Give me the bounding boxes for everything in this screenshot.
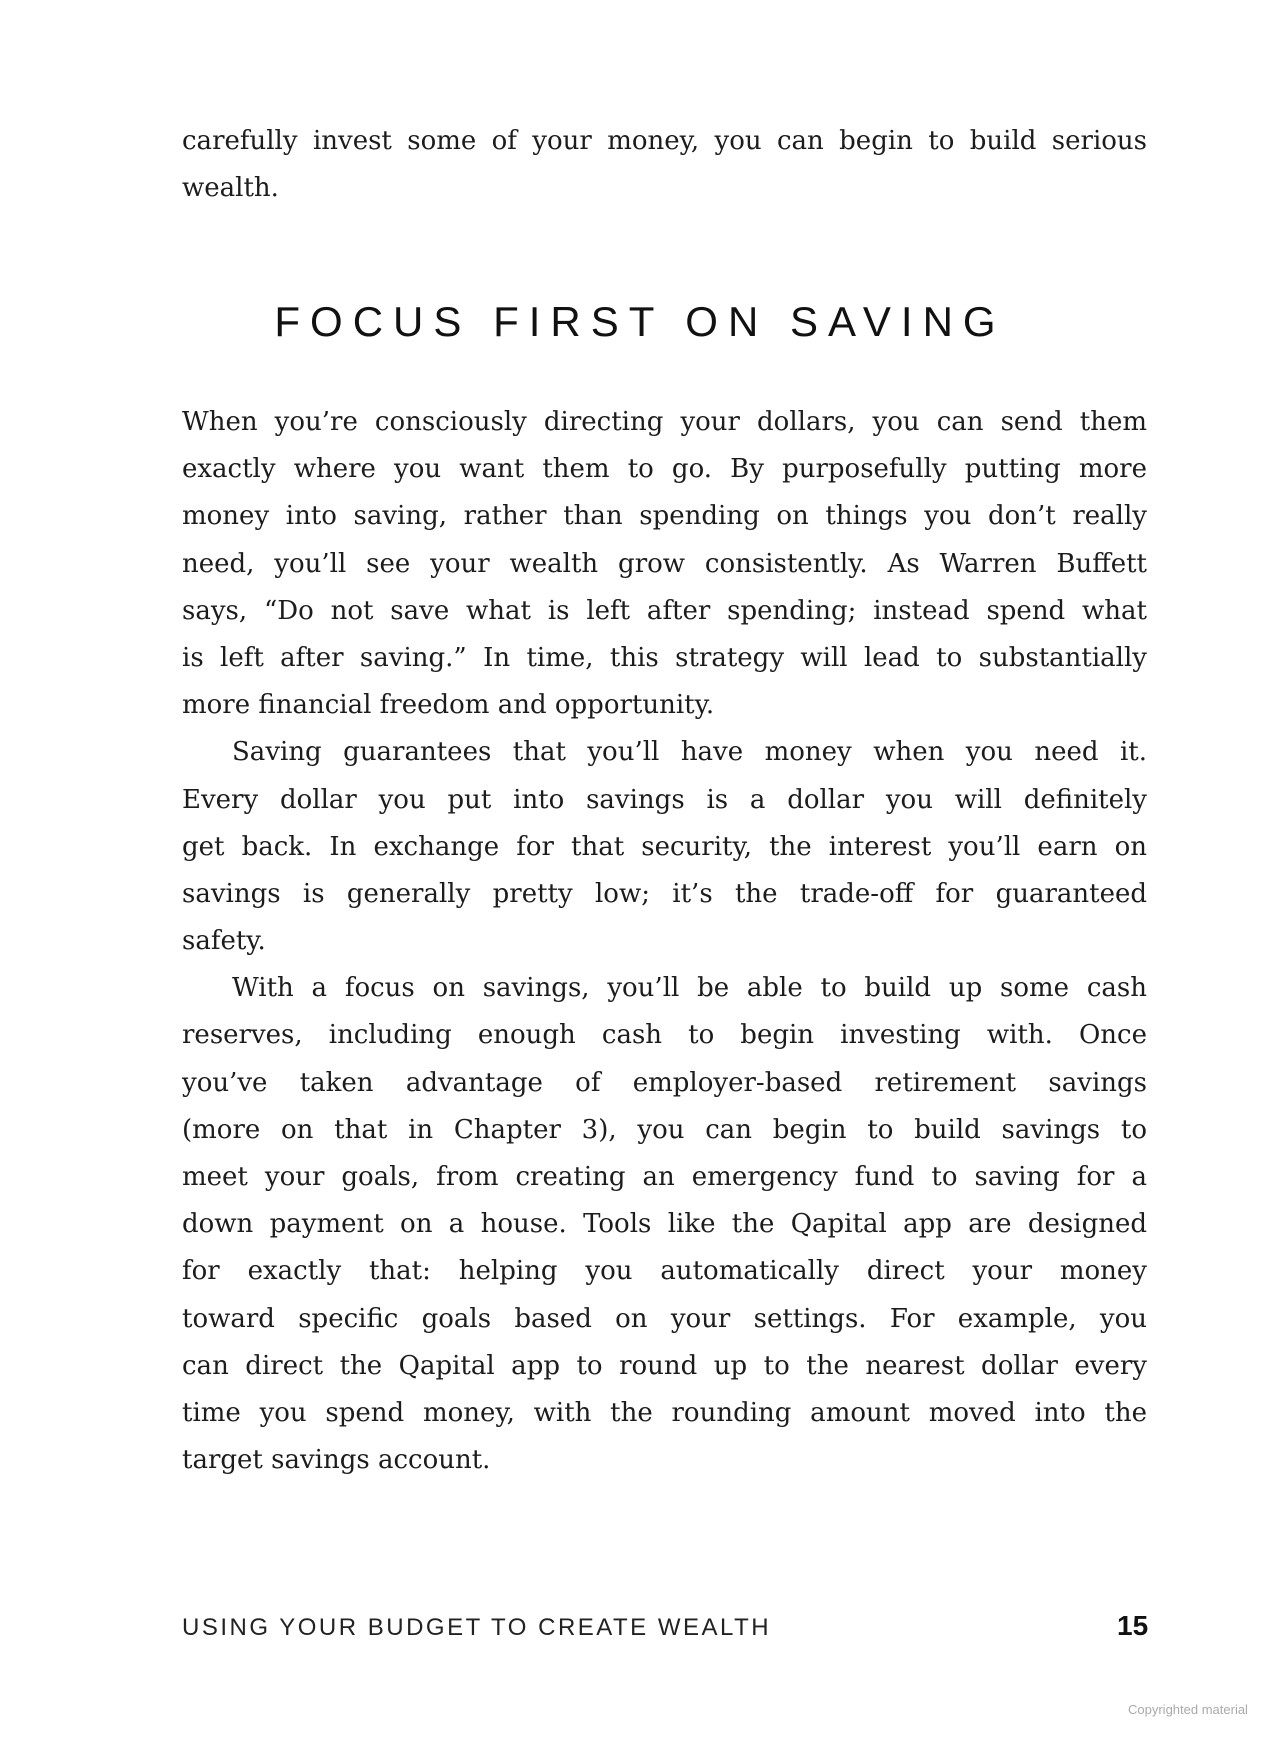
text-line: reserves, including enough cash to begin investing with. Once (182, 1020, 1147, 1051)
text-line: says, “Do not save what is left after spending; instead spend what (182, 595, 1147, 626)
text-line: time you spend money, with the rounding amount moved into the (182, 1397, 1147, 1428)
paragraph (182, 729, 1147, 965)
text-line: down payment on a house. Tools like the Qapital app are designed (182, 1209, 1147, 1240)
text-line: you’ve taken advantage of employer-based retirement savings (182, 1067, 1147, 1098)
text-line: can direct the Qapital app to round up to the nearest dollar every (182, 1350, 1147, 1381)
text-line: meet your goals, from creating an emergency fund to saving for a (182, 1162, 1147, 1192)
text-line: safety. (182, 926, 266, 957)
text-line: Every dollar you put into savings is a dollar you will definitely (182, 784, 1147, 815)
text-line: target savings account. (182, 1445, 491, 1476)
text-line: When you’re consciously directing your dollars, you can send them (182, 407, 1147, 437)
text-line: money into saving, rather than spending on things you don’t really (182, 501, 1147, 532)
text-line: need, you’ll see your wealth grow consistently. As Warren Buffett (182, 548, 1147, 579)
text-line: toward specific goals based on your settings. For example, you (182, 1303, 1147, 1334)
page-number: 15 (1117, 1610, 1149, 1641)
text-line: (more on that in Chapter 3), you can begin to build savings to (182, 1114, 1147, 1145)
text-line: get back. In exchange for that security, the interest you’ll earn on (182, 831, 1147, 862)
copyright-watermark: Copyrighted material (1128, 1702, 1248, 1717)
intro-paragraph (182, 118, 1147, 212)
text-line: savings is generally pretty low; it’s the trade-off for guaranteed (182, 878, 1147, 909)
running-footer-title: USING YOUR BUDGET TO CREATE WEALTH (182, 1614, 772, 1641)
paragraph (182, 399, 1147, 729)
text-line: more financial freedom and opportunity. (182, 690, 715, 721)
text-line: With a focus on savings, you’ll be able to build up some cash (232, 973, 1147, 1004)
text-line: Saving guarantees that you’ll have money when you need it. (232, 737, 1147, 768)
text-line: wealth. (182, 173, 279, 204)
body-text (182, 399, 1147, 1484)
section-heading: FOCUS FIRST ON SAVING (274, 298, 1006, 345)
text-line: carefully invest some of your money, you can begin to build serious (182, 126, 1147, 156)
text-line: is left after saving.” In time, this strategy will lead to substantially (182, 642, 1147, 673)
text-line: for exactly that: helping you automatically direct your money (182, 1256, 1147, 1287)
text-line: exactly where you want them to go. By purposefully putting more (182, 454, 1147, 485)
paragraph (182, 965, 1147, 1484)
